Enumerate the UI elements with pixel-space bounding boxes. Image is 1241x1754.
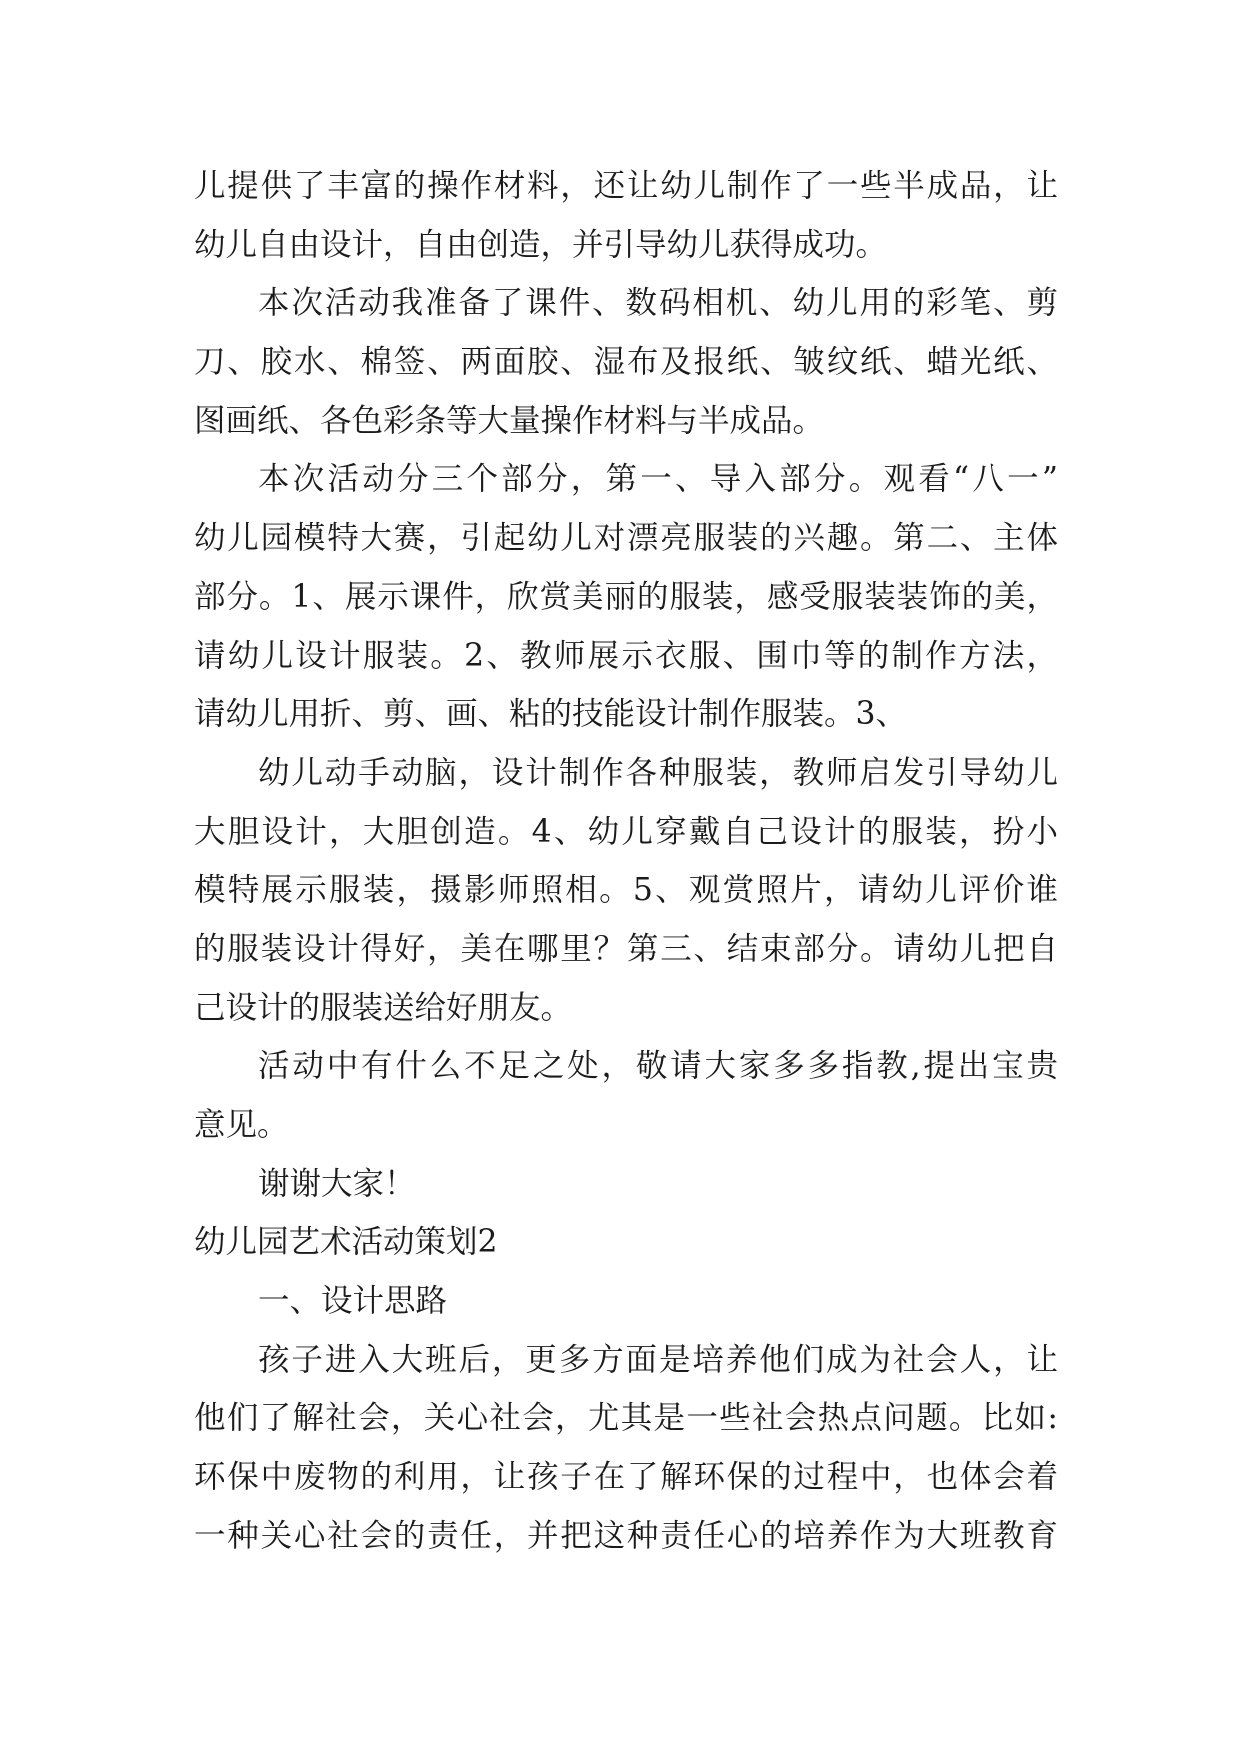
text-line: 意见。 bbox=[194, 1107, 289, 1143]
text-line: 刀、胶水、棉签、两面胶、湿布及报纸、皱纹纸、蜡光纸、 bbox=[194, 344, 1058, 381]
paragraph-start-line: 本次活动分三个部分，第一、导入部分。观看“八一” bbox=[258, 461, 1058, 498]
text-line: 一种关心社会的责任，并把这种责任心的培养作为大班教育 bbox=[194, 1517, 1058, 1554]
text-line: 模特展示服装，摄影师照相。5、观赏照片，请幼儿评价谁 bbox=[194, 872, 1058, 909]
text-line: 的服装设计得好，美在哪里？第三、结束部分。请幼儿把自 bbox=[194, 930, 1058, 967]
paragraph-start-line: 活动中有什么不足之处，敬请大家多多指教,提出宝贵 bbox=[258, 1048, 1058, 1085]
text-line: 他们了解社会，关心社会，尤其是一些社会热点问题。比如: bbox=[194, 1400, 1058, 1437]
text-line: 幼儿园模特大赛，引起幼儿对漂亮服装的兴趣。第二、主体 bbox=[194, 520, 1058, 557]
text-line: 环保中废物的利用，让孩子在了解环保的过程中，也体会着 bbox=[194, 1459, 1058, 1496]
text-line: 图画纸、各色彩条等大量操作材料与半成品。 bbox=[194, 402, 825, 439]
text-line: 请幼儿设计服装。2、教师展示衣服、围巾等的制作方法， bbox=[194, 637, 1058, 674]
paragraph-start-line: 本次活动我准备了课件、数码相机、幼儿用的彩笔、剪 bbox=[258, 285, 1058, 322]
section-title: 幼儿园艺术活动策划2 bbox=[194, 1224, 498, 1261]
text-line: 部分。1、展示课件，欣赏美丽的服装，感受服装装饰的美， bbox=[194, 578, 1058, 615]
text-line: 大胆设计，大胆创造。4、幼儿穿戴自己设计的服装，扮小 bbox=[194, 813, 1058, 850]
text-line: 己设计的服装送给好朋友。 bbox=[194, 989, 573, 1026]
paragraph-start-line: 孩子进入大班后，更多方面是培养他们成为社会人，让 bbox=[258, 1341, 1058, 1378]
paragraph-start-line: 幼儿动手动脑，设计制作各种服装，教师启发引导幼儿 bbox=[258, 754, 1058, 791]
subsection-heading: 一、设计思路 bbox=[258, 1283, 448, 1320]
body-text bbox=[194, 157, 1058, 1566]
text-line: 请幼儿用折、剪、画、粘的技能设计制作服装。3、 bbox=[194, 696, 908, 733]
text-line: 儿提供了丰富的操作材料，还让幼儿制作了一些半成品，让 bbox=[194, 168, 1058, 204]
closing-line: 谢谢大家！ bbox=[258, 1165, 416, 1202]
text-line: 幼儿自由设计，自由创造，并引导幼儿获得成功。 bbox=[194, 226, 888, 263]
